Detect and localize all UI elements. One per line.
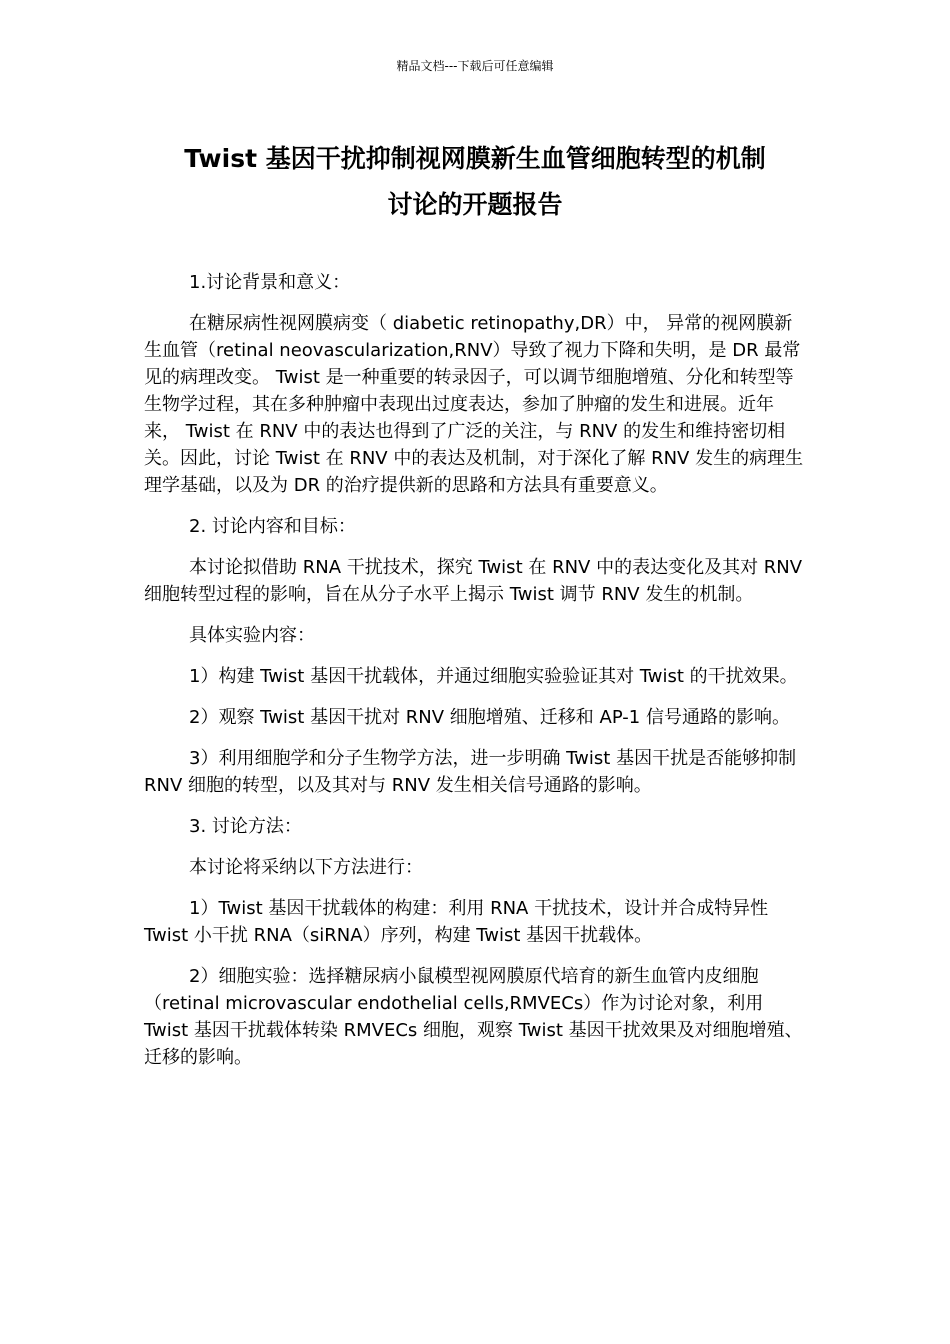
list-item-experiment-3: 3）利用细胞学和分子生物学方法，进一步明确 Twist 基因干扰是否能够抑制 RNV 细胞的转型，以及其对与 RNV 发生相关信号通路的影响。 (144, 748, 797, 796)
list-item-experiment-1: 1）构建 Twist 基因干扰载体，并通过细胞实验验证其对 Twist 的干扰效果。 (189, 666, 798, 687)
document-title (120, 136, 830, 228)
section-heading-methods: 3. 讨论方法： (189, 816, 302, 837)
paragraph-background: 在糖尿病性视网膜病变（ diabetic retinopathy,DR）中， 异常的视网膜新生血管（retinal neovascularization,RNV）导致了视力下降和失明，是 DR 最常见的病理改变。 Twist 是一种重要的转录因子，可以调节细胞增殖、分化和转型等生物学过程，其在多种肿瘤中表现出过度表达，参加了肿瘤的发生和进展。近年来， Twist 在 RNV 中的表达也得到了广泛的关注，与 RNV 的发生和维持密切相关。因此，讨论 Twist 在 RNV 中的表达及机制，对于深化了解 RNV 发生的病理生理学基础，以及为 DR 的治疗提供新的思路和方法具有重要意义。 (144, 313, 804, 496)
list-item-method-2: 2）细胞实验：选择糖尿病小鼠模型视网膜原代培育的新生血管内皮细胞（retinal microvascular endothelial cells,RMVECs）作为讨论对象，利用 Twist 基因干扰载体转染 RMVECs 细胞，观察 Twist 基因干扰效果及对细胞增殖、迁移的影响。 (144, 966, 803, 1068)
page-header: 精品文档---下载后可任意编辑 (396, 59, 554, 73)
title-line-2: 讨论的开题报告 (387, 190, 563, 219)
section-heading-content-goals: 2. 讨论内容和目标： (189, 516, 356, 537)
list-item-experiment-2: 2）观察 Twist 基因干扰对 RNV 细胞增殖、迁移和 AP-1 信号通路的影响。 (189, 707, 790, 728)
paragraph-research-aim: 本讨论拟借助 RNA 干扰技术，探究 Twist 在 RNV 中的表达变化及其对 RNV 细胞转型过程的影响，旨在从分子水平上揭示 Twist 调节 RNV 发生的机制。 (144, 557, 803, 605)
document-body (144, 269, 806, 1085)
title-line-1: Twist 基因干扰抑制视网膜新生血管细胞转型的机制 (184, 144, 766, 173)
section-heading-background: 1.讨论背景和意义： (189, 272, 351, 293)
paragraph-methods-intro: 本讨论将采纳以下方法进行： (189, 857, 423, 878)
subheading-experiment-content: 具体实验内容： (189, 625, 315, 646)
list-item-method-1: 1）Twist 基因干扰载体的构建：利用 RNA 干扰技术，设计并合成特异性 Twist 小干扰 RNA（siRNA）序列，构建 Twist 基因干扰载体。 (144, 898, 769, 946)
